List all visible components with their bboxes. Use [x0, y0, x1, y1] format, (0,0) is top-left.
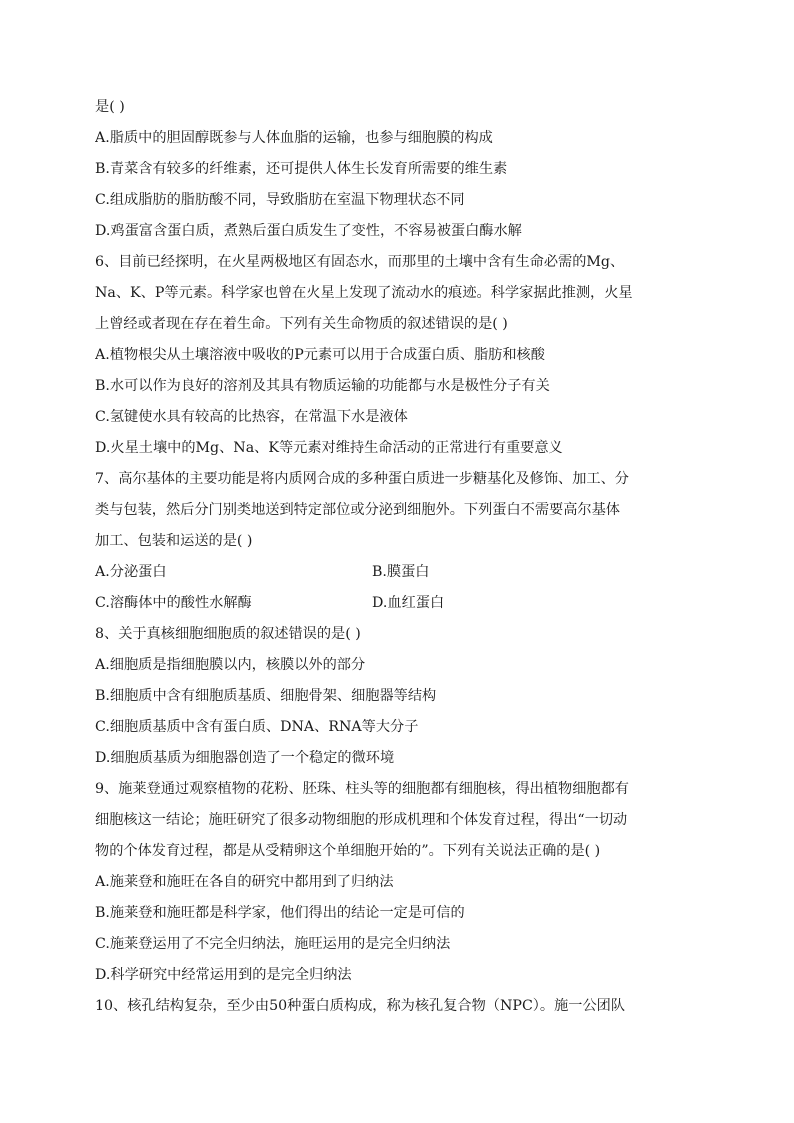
q7-option-b: B.膜蛋白: [372, 564, 430, 580]
q8-option-c: C.细胞质基质中含有蛋白质、DNA、RNA等大分子: [95, 719, 419, 735]
q8-stem: 8、关于真核细胞细胞质的叙述错误的是( ): [95, 626, 361, 642]
q5-stem-tail: 是( ): [95, 99, 125, 115]
q7-options-row-1: [95, 557, 713, 588]
q7-option-d: D.血红蛋白: [372, 595, 445, 611]
q8-option-b: B.细胞质中含有细胞质基质、细胞骨架、细胞器等结构: [95, 688, 437, 704]
q9-option-a: A.施莱登和施旺在各自的研究中都用到了归纳法: [95, 874, 394, 890]
q5-option-d: D.鸡蛋富含蛋白质，煮熟后蛋白质发生了变性，不容易被蛋白酶水解: [95, 223, 522, 239]
q7-stem-line-2: 类与包装，然后分门别类地送到特定部位或分泌到细胞外。下列蛋白不需要高尔基体: [95, 502, 620, 518]
q5-option-b: B.青菜含有较多的纤维素，还可提供人体生长发育所需要的维生素: [95, 161, 508, 177]
q9-stem-line-2: 细胞核这一结论；施旺研究了很多动物细胞的形成机理和个体发育过程，得出“一切动: [95, 812, 628, 828]
q8-option-a: A.细胞质是指细胞膜以内，核膜以外的部分: [95, 657, 366, 673]
q10-stem-line-1: 10、核孔结构复杂，至少由50种蛋白质构成，称为核孔复合物（NPC）。施一公团队: [95, 998, 626, 1014]
q7-stem-line-3: 加工、包装和运送的是( ): [95, 533, 253, 549]
q6-option-c: C.氢键使水具有较高的比热容，在常温下水是液体: [95, 409, 408, 425]
q9-option-d: D.科学研究中经常运用到的是完全归纳法: [95, 967, 352, 983]
q9-stem-line-3: 物的个体发育过程，都是从受精卵这个单细胞开始的”。下列有关说法正确的是( ): [95, 843, 601, 859]
q7-options-row-2: [95, 588, 713, 619]
question-list: [95, 92, 713, 1022]
q7-option-a: A.分泌蛋白: [95, 564, 167, 580]
q6-stem-line-3: 上曾经或者现在存在着生命。下列有关生命物质的叙述错误的是( ): [95, 316, 508, 332]
q6-option-b: B.水可以作为良好的溶剂及其具有物质运输的功能都与水是极性分子有关: [95, 378, 550, 394]
q6-stem-line-2: Na、K、P等元素。科学家也曾在火星上发现了流动水的痕迹。科学家据此推测，火星: [95, 285, 633, 301]
q5-option-c: C.组成脂肪的脂肪酸不同，导致脂肪在室温下物理状态不同: [95, 192, 465, 208]
q9-stem-line-1: 9、施莱登通过观察植物的花粉、胚珠、柱头等的细胞都有细胞核，得出植物细胞都有: [95, 781, 629, 797]
q9-option-c: C.施莱登运用了不完全归纳法，施旺运用的是完全归纳法: [95, 936, 451, 952]
q5-option-a: A.脂质中的胆固醇既参与人体血脂的运输，也参与细胞膜的构成: [95, 130, 493, 146]
q6-option-d: D.火星土壤中的Mg、Na、K等元素对维持生命活动的正常进行有重要意义: [95, 440, 563, 456]
q6-option-a: A.植物根尖从土壤溶液中吸收的P元素可以用于合成蛋白质、脂肪和核酸: [95, 347, 545, 363]
q6-stem-line-1: 6、目前已经探明，在火星两极地区有固态水，而那里的土壤中含有生命必需的Mg、: [95, 254, 625, 270]
q7-stem-line-1: 7、高尔基体的主要功能是将内质网合成的多种蛋白质进一步糖基化及修饰、加工、分: [95, 471, 629, 487]
q9-option-b: B.施莱登和施旺都是科学家，他们得出的结论一定是可信的: [95, 905, 465, 921]
q7-option-c: C.溶酶体中的酸性水解酶: [95, 595, 252, 611]
q8-option-d: D.细胞质基质为细胞器创造了一个稳定的微环境: [95, 750, 395, 766]
